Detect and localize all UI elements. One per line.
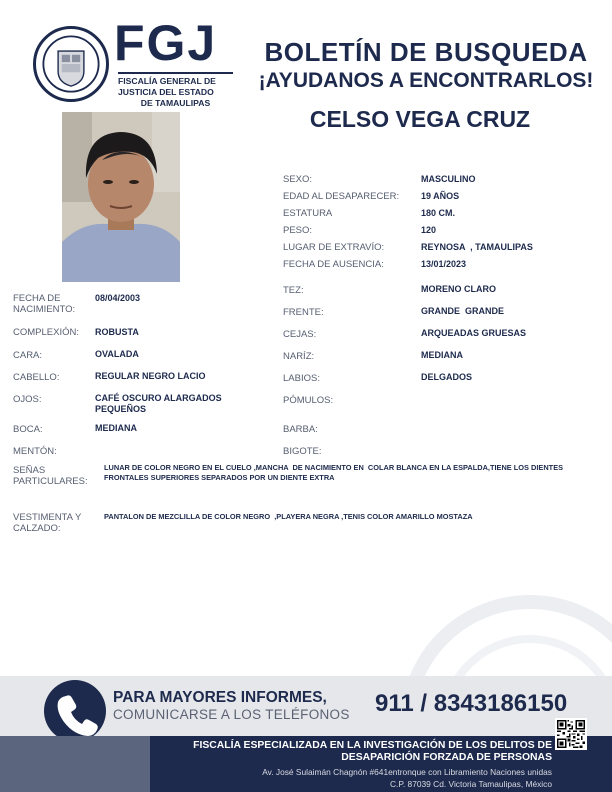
field-label-height: ESTATURA <box>283 208 333 219</box>
field-label-lips: LABIOS: <box>283 373 320 384</box>
field-value-eyebrows: ARQUEADAS GRUESAS <box>421 328 527 338</box>
field-value-eyes: CAFÉ OSCURO ALARGADOS PEQUEÑOS <box>95 393 222 414</box>
field-value-age: 19 AÑOS <box>421 191 460 201</box>
field-label-eyebrows: CEJAS: <box>283 329 317 340</box>
field-label-forehead: FRENTE: <box>283 307 324 318</box>
contact-phone-numbers[interactable]: 911 / 8343186150 <box>375 690 568 717</box>
person-photo <box>62 112 180 282</box>
missing-person-name: CELSO VEGA CRUZ <box>309 106 531 132</box>
logo-line: JUSTICIA DEL ESTADO <box>118 87 214 97</box>
field-value-place: REYNOSA , TAMAULIPAS <box>421 242 533 252</box>
logo-subtitle <box>118 72 233 109</box>
contact-heading: PARA MAYORES INFORMES, <box>113 689 327 706</box>
field-value-birthdate: 08/04/2003 <box>95 293 141 303</box>
field-value-height: 180 CM. <box>421 208 456 218</box>
field-value-weight: 120 <box>421 225 437 235</box>
field-value-lips: DELGADOS <box>421 372 473 382</box>
field-value-hair: REGULAR NEGRO LACIO <box>95 371 206 381</box>
field-value-mouth: MEDIANA <box>95 423 137 433</box>
footer-accent <box>0 736 150 792</box>
phone-icon <box>44 680 106 742</box>
field-label-weight: PESO: <box>283 225 313 236</box>
field-value-absence-date: 13/01/2023 <box>421 259 467 269</box>
field-label-cheekbones: PÓMULOS: <box>283 395 334 406</box>
logo-wordmark: FGJ <box>114 15 218 71</box>
field-label-hair: CABELLO: <box>13 372 60 383</box>
footer-agency-line1: FISCALÍA ESPECIALIZADA EN LA INVESTIGACIÓN DE LOS DELITOS DE <box>193 740 552 751</box>
logo-line: FISCALÍA GENERAL DE <box>118 76 216 86</box>
footer-agency-line2: DESAPARICIÓN FORZADA DE PERSONAS <box>341 752 552 763</box>
footer-address-line2: C.P. 87039 Cd. Victoria Tamaulipas, México <box>390 779 552 789</box>
field-label-absence-date: FECHA DE AUSENCIA: <box>283 259 384 270</box>
field-value-skin: MORENO CLARO <box>421 284 496 294</box>
bulletin-title: BOLETÍN DE BUSQUEDA <box>264 37 588 67</box>
field-label-sex: SEXO: <box>283 174 313 185</box>
field-label-age: EDAD AL DESAPARECER: <box>283 191 400 202</box>
field-value-distinguishing-marks: LUNAR DE COLOR NEGRO EN EL CUELO ,MANCHA DE NACIMIENTO EN COLAR BLANCA EN LA ESPALDA,TIENE LOS DIENTES FRONTALES SUPERIORES SEPARADOS POR UN DIENTE EXTRA <box>104 463 566 482</box>
field-label-build: COMPLEXIÓN: <box>13 327 79 338</box>
field-label-eyes: OJOS: <box>13 394 42 405</box>
field-value-nose: MEDIANA <box>421 350 463 360</box>
field-value-clothing: PANTALON DE MEZCLILLA DE COLOR NEGRO ,PLAYERA NEGRA ,TENIS COLOR AMARILLO MOSTAZA <box>104 512 473 521</box>
field-label-skin: TEZ: <box>283 285 304 296</box>
field-label-mustache: BIGOTE: <box>283 446 322 457</box>
logo-line: DE TAMAULIPAS <box>140 98 211 108</box>
qr-code-icon[interactable] <box>555 718 587 750</box>
field-label-beard: BARBA: <box>283 424 318 435</box>
field-label-place: LUGAR DE EXTRAVÍO: <box>283 242 385 253</box>
state-seal-icon <box>33 26 109 102</box>
contact-subheading: COMUNICARSE A LOS TELÉFONOS <box>113 707 350 722</box>
field-label-birthdate: FECHA DE NACIMIENTO: <box>13 293 76 315</box>
field-label-mouth: BOCA: <box>13 424 43 435</box>
field-label-nose: NARÍZ: <box>283 351 315 362</box>
field-value-forehead: GRANDE GRANDE <box>421 306 505 316</box>
field-value-face: OVALADA <box>95 349 139 359</box>
field-value-sex: MASCULINO <box>421 174 476 184</box>
field-value-build: ROBUSTA <box>95 327 139 337</box>
field-label-chin: MENTÓN: <box>13 446 57 457</box>
field-label-distinguishing-marks: SEÑAS PARTICULARES: <box>13 465 88 487</box>
field-label-clothing: VESTIMENTA Y CALZADO: <box>13 512 82 534</box>
footer-address-line1: Av. José Sulaimán Chagnón #641entronque con Libramiento Naciones unidas <box>262 767 552 777</box>
bulletin-subtitle: ¡AYUDANOS A ENCONTRARLOS! <box>258 69 594 92</box>
field-label-face: CARA: <box>13 350 43 361</box>
